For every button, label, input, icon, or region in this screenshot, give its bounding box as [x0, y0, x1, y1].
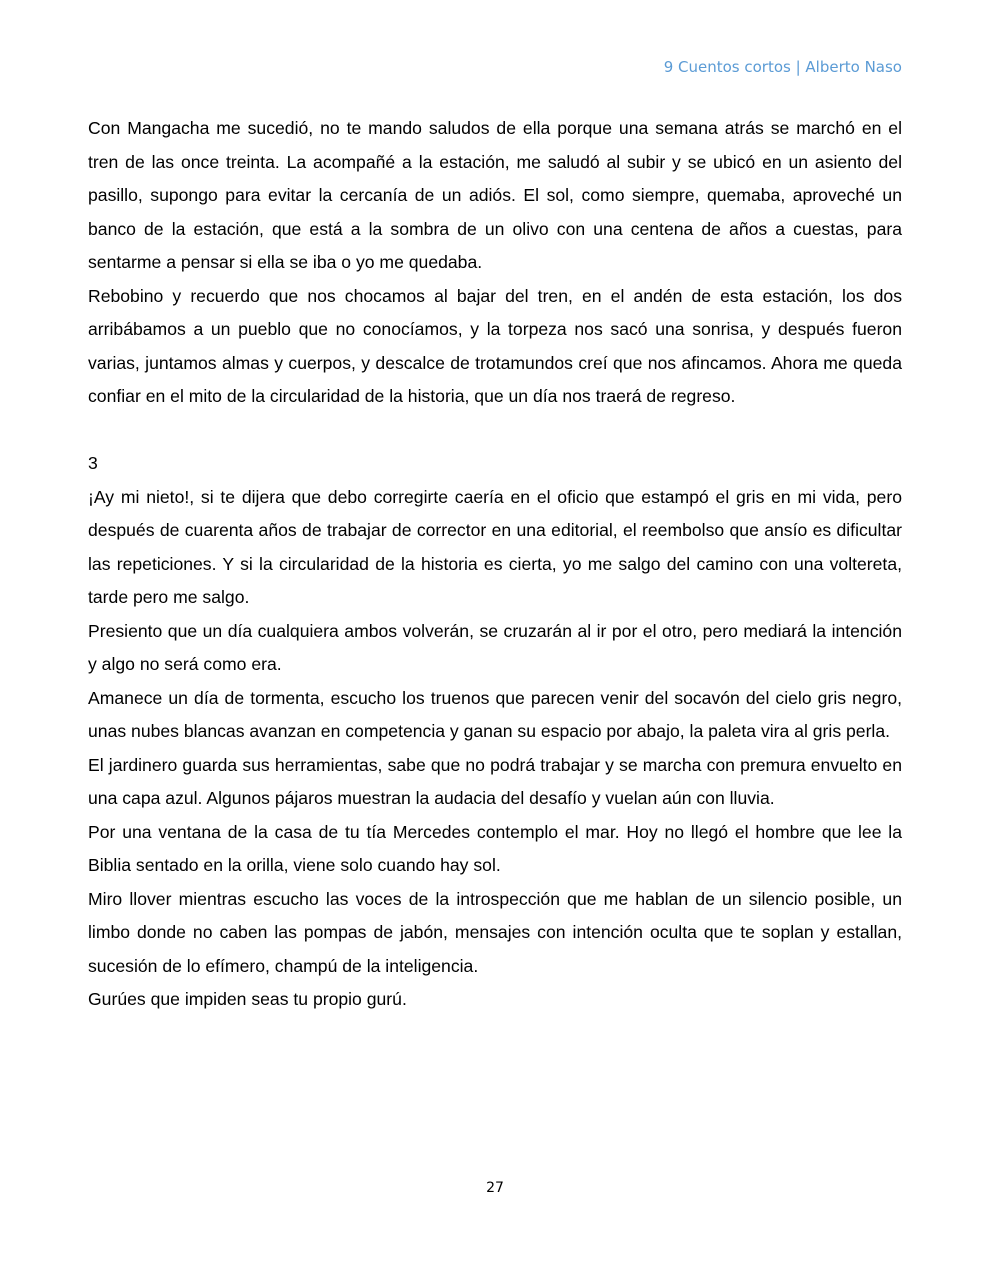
paragraph: Por una ventana de la casa de tu tía Mercedes contemplo el mar. Hoy no llegó el hombre que lee la Biblia sentado en la orilla, viene solo cuando hay sol. — [88, 821, 902, 875]
paragraph: Con Mangacha me sucedió, no te mando saludos de ella porque una semana atrás se marchó en el tren de las once treinta. La acompañé a la estación, me saludó al subir y se ubicó en un asiento del pasillo, supongo para evitar la cercanía de un adiós. El sol, como siempre, quemaba, aproveché un banco de la estación, que está a la sombra de un olivo con una centena de años a cuestas, para sentarme a pensar si ella se iba o yo me quedaba. — [88, 118, 902, 272]
paragraph: Amanece un día de tormenta, escucho los truenos que parecen venir del socavón del cielo gris negro, unas nubes blancas avanzan en competencia y ganan su espacio por abajo, la paleta vira al gris perla. — [88, 687, 902, 741]
section-number: 3 — [88, 453, 98, 473]
paragraph: ¡Ay mi nieto!, si te dijera que debo corregirte caería en el oficio que estampó el gris en mi vida, pero después de cuarenta años de trabajar de corrector en una editorial, el reembolso que ansío es dificultar las repeticiones. Y si la circularidad de la historia es cierta, yo me salgo del camino con una voltereta, tarde pero me salgo. — [88, 486, 902, 607]
paragraph: Gurúes que impiden seas tu propio gurú. — [88, 989, 407, 1009]
paragraph: Presiento que un día cualquiera ambos volverán, se cruzarán al ir por el otro, pero mediará la intención y algo no será como era. — [88, 620, 902, 674]
paragraph: Rebobino y recuerdo que nos chocamos al bajar del tren, en el andén de esta estación, los dos arribábamos a un pueblo que no conocíamos, y la torpeza nos sacó una sonrisa, y después fueron varias, juntamos almas y cuerpos, y descalce de trotamundos creí que nos afincamos. Ahora me queda confiar en el mito de la circularidad de la historia, que un día nos traerá de regreso. — [88, 285, 902, 406]
page-number: 27 — [486, 1180, 504, 1196]
running-header: 9 Cuentos cortos | Alberto Naso — [663, 58, 902, 76]
section-spacer — [88, 414, 902, 448]
paragraph: El jardinero guarda sus herramientas, sabe que no podrá trabajar y se marcha con premura envuelto en una capa azul. Algunos pájaros muestran la audacia del desafío y vuelan aún con lluvia. — [88, 754, 902, 808]
body-text — [88, 112, 902, 1017]
paragraph: Miro llover mientras escucho las voces de la introspección que me hablan de un silencio posible, un limbo donde no caben las pompas de jabón, mensajes con intención oculta que te soplan y estallan, sucesión de lo efímero, champú de la inteligencia. — [88, 888, 902, 976]
